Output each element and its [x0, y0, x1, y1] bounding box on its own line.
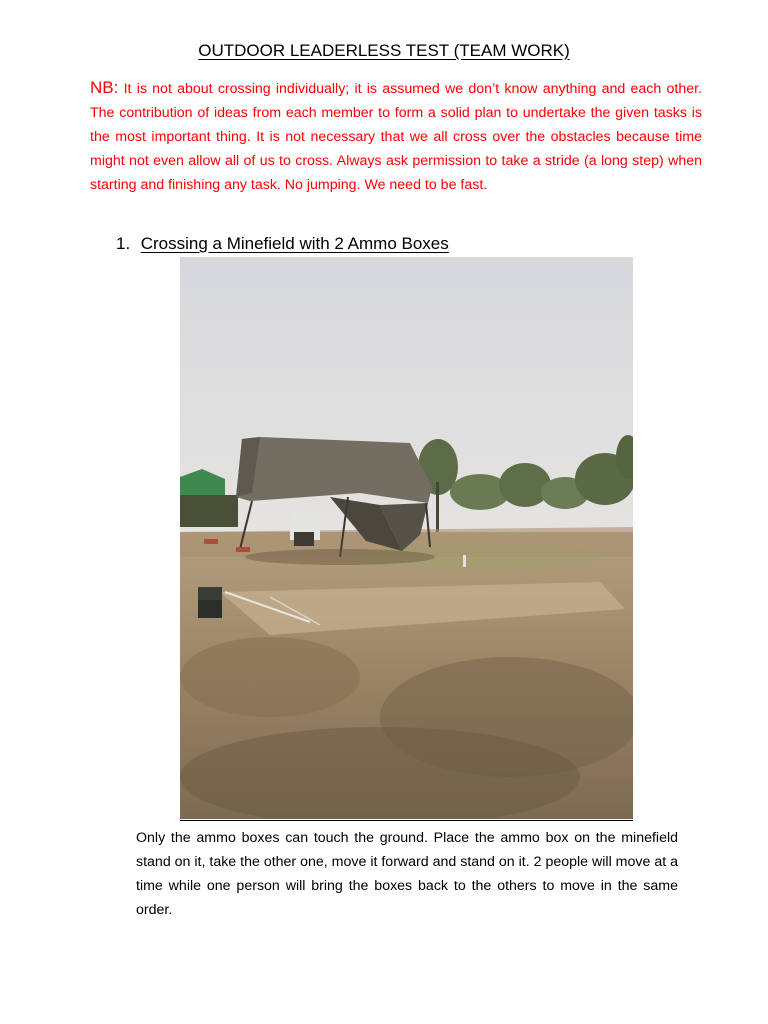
nb-text: It is not about crossing individually; it is assumed we don’t know anything and each other. The contribution of ideas from each member to form a solid plan to undertake the given tasks is the most important thing. It is not necessary that we all cross over the obstacles because time might not even allow all of us to cross. Always ask permission to take a stride (a long step) when starting and finishing any task. No jumping. We need to be fast.	[90, 81, 702, 193]
section-title: Crossing a Minefield with 2 Ammo Boxes	[140, 234, 449, 253]
page-title: OUTDOOR LEADERLESS TEST (TEAM WORK)	[198, 41, 570, 60]
photo-divider	[180, 820, 633, 821]
nb-label: NB:	[90, 78, 119, 97]
field-tent-photo	[180, 257, 633, 819]
section-caption: Only the ammo boxes can touch the ground. Place the ammo box on the minefield stand on it, take the other one, move it forward and stand on it. 2 people will move at a time while one person will bring the boxes back to the others to move in the same order.	[136, 830, 678, 918]
section-heading	[116, 233, 449, 255]
section-number: 1.	[116, 234, 131, 253]
nb-note	[90, 76, 702, 197]
